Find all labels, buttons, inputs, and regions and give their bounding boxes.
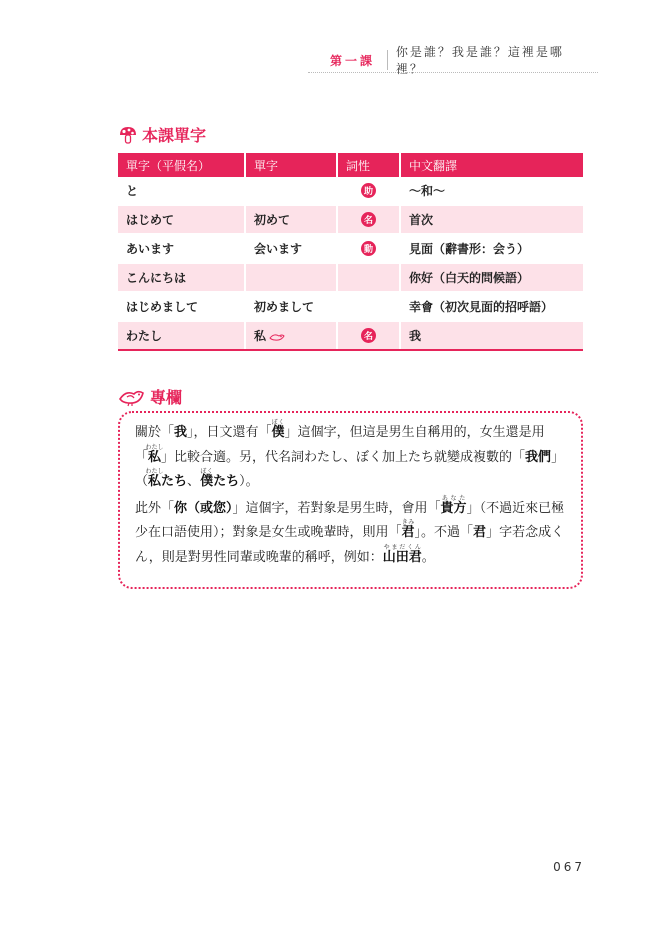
text-run: 」。不過「 xyxy=(414,525,474,540)
bird-icon xyxy=(118,387,146,407)
lesson-title: 你是誰？我是誰？這裡是哪裡？ xyxy=(395,45,564,76)
table-row xyxy=(118,177,583,205)
col-header-kana: 單字（平假名） xyxy=(118,153,245,177)
cell-pos xyxy=(337,177,400,205)
furigana: ぼく xyxy=(271,419,285,426)
text-run: 」，日文還有「 xyxy=(187,425,272,440)
cell-word xyxy=(245,321,337,350)
highlight-word: 君 xyxy=(473,525,487,540)
cell-pos xyxy=(337,234,400,263)
vocab-section-label: 本課單字 xyxy=(142,126,207,145)
cell-pos xyxy=(337,321,400,350)
furigana: ぼく xyxy=(200,468,214,475)
cell-meaning: 首次 xyxy=(400,205,583,234)
cell-word xyxy=(245,177,337,205)
cell-meaning: 我 xyxy=(400,321,583,350)
ruby-word xyxy=(382,543,422,565)
vocab-section-title xyxy=(118,123,206,146)
column-paragraph-1 xyxy=(135,419,565,495)
text-run: ）。 xyxy=(239,474,259,489)
pos-badge: 名 xyxy=(361,212,376,227)
highlight-word: 僕 xyxy=(271,425,285,440)
furigana: やまだくん xyxy=(382,543,422,551)
highlight-word: 你（或您） xyxy=(174,500,233,516)
text-run: 」（不過近來已極少在口語使用）；對象是女生或晚輩時，則用「 xyxy=(135,500,565,540)
col-header-meaning: 中文翻譯 xyxy=(400,153,583,177)
text-run: 、 xyxy=(187,474,201,489)
bird-icon xyxy=(269,332,285,342)
text-run: 」比較合適。另，代名詞わたし、ぼく加上たち就變成複數的「 xyxy=(161,449,526,465)
ruby-word xyxy=(145,443,164,465)
cell-kana: あいます xyxy=(118,234,245,263)
column-body xyxy=(135,419,565,570)
cell-kana: と xyxy=(118,177,245,205)
ruby-word xyxy=(200,468,214,489)
col-header-pos: 詞性 xyxy=(337,153,400,177)
cell-word xyxy=(245,263,337,292)
column-section-label: 專欄 xyxy=(150,388,183,407)
furigana: わたし xyxy=(145,468,164,475)
cell-kana: こんにちは xyxy=(118,263,245,292)
text-run: 」字若念成くん，則是對男性同輩或晚輩的稱呼，例如： xyxy=(135,525,565,565)
cell-word-text: 私 xyxy=(254,329,267,343)
cell-meaning: 你好（白天的問候語） xyxy=(400,263,583,292)
cell-meaning: ～和～ xyxy=(400,177,583,205)
cell-pos xyxy=(337,205,400,234)
highlight-word: 貴方 xyxy=(440,500,467,516)
highlight-word: 君 xyxy=(401,525,415,540)
table-row xyxy=(118,205,583,234)
mushroom-icon xyxy=(118,125,138,145)
column-section-title xyxy=(118,385,182,408)
cell-kana: わたし xyxy=(118,321,245,350)
highlight-word: 山田君 xyxy=(382,549,422,565)
cell-pos xyxy=(337,263,400,292)
table-row xyxy=(118,263,583,292)
col-header-word: 單字 xyxy=(245,153,337,177)
pos-badge: 動 xyxy=(361,241,376,256)
header-rule xyxy=(308,72,598,73)
page-number: 067 xyxy=(553,860,585,874)
table-row xyxy=(118,321,583,350)
furigana: わたし xyxy=(145,443,164,451)
furigana: きみ xyxy=(401,519,415,526)
pos-badge: 名 xyxy=(361,328,376,343)
cell-kana: はじめて xyxy=(118,205,245,234)
text-run: 」這個字，若對象是男生時，會用「 xyxy=(232,500,441,516)
table-row xyxy=(118,292,583,321)
highlight-word: 私 xyxy=(145,474,164,489)
pos-badge: 助 xyxy=(361,183,376,198)
table-header-row xyxy=(118,153,583,177)
table-row xyxy=(118,234,583,263)
header-divider xyxy=(387,50,388,70)
cell-kana: はじめまして xyxy=(118,292,245,321)
ruby-word xyxy=(145,468,164,489)
cell-word: 初めて xyxy=(245,205,337,234)
cell-pos xyxy=(337,292,400,321)
highlight-word: 僕 xyxy=(200,474,214,489)
running-header xyxy=(330,45,588,76)
ruby-word xyxy=(440,494,467,516)
vocab-table xyxy=(118,153,583,351)
ruby-word xyxy=(271,419,285,440)
text-run: 此外「 xyxy=(135,500,175,516)
text-run: 」這個字，但這是男生自稱用的，女生還是用「 xyxy=(135,425,545,465)
highlight-word: たち xyxy=(213,474,240,489)
cell-meaning: 見面（辭書形：会う） xyxy=(400,234,583,263)
ruby-word xyxy=(401,519,415,540)
furigana: あなた xyxy=(440,494,467,502)
cell-word: 初めまして xyxy=(245,292,337,321)
text-run: 關於「 xyxy=(135,425,175,440)
highlight-word: たち xyxy=(161,474,188,489)
lesson-label: 第一課 xyxy=(330,53,376,68)
highlight-word: 我們 xyxy=(525,449,552,465)
text-run: 」（ xyxy=(135,449,565,489)
text-run: 。 xyxy=(421,549,435,565)
cell-meaning: 幸會（初次見面的招呼語） xyxy=(400,292,583,321)
highlight-word: 私 xyxy=(145,449,164,465)
column-paragraph-2 xyxy=(135,495,565,571)
cell-word: 会います xyxy=(245,234,337,263)
highlight-word: 我 xyxy=(174,425,188,440)
